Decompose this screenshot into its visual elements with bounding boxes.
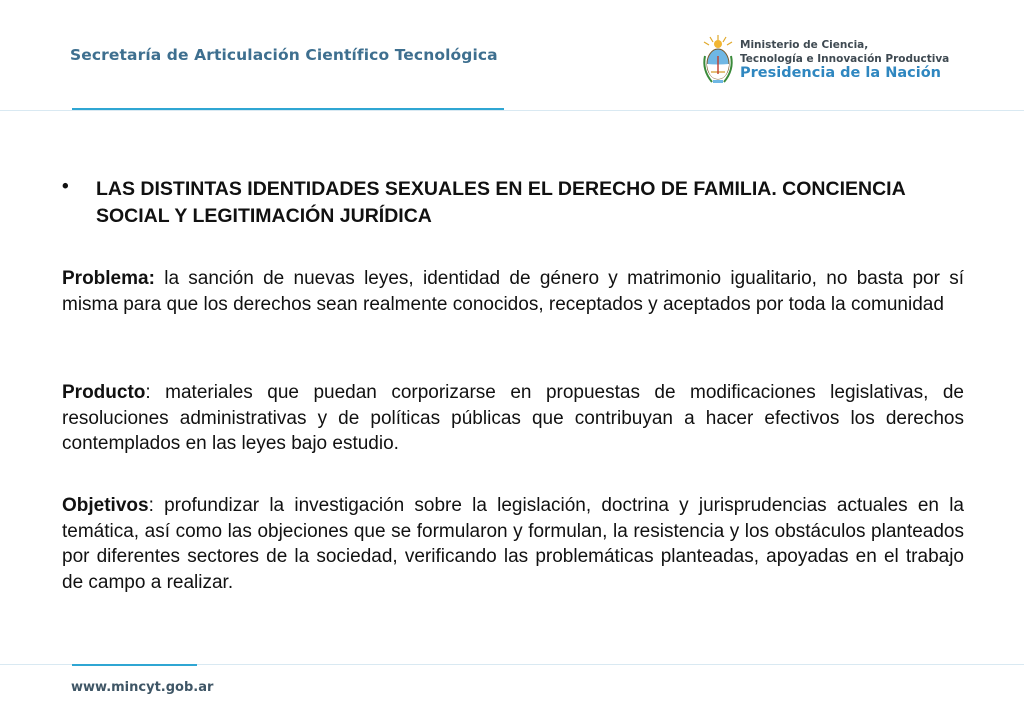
objetivos-label: Objetivos xyxy=(62,495,149,516)
logo-ministry-line2: Tecnología e Innovación Productiva xyxy=(740,53,950,65)
bullet-point: • xyxy=(62,176,69,197)
producto-label: Producto xyxy=(62,382,146,403)
producto-text: : materiales que puedan corporizarse en propuestas de modificaciones legislativas, de resoluciones administrativas y de políticas públicas que contribuyan a hacer efectivos los derechos contemplados en las leyes bajo estudio. xyxy=(62,382,964,454)
argentina-coat-of-arms-icon xyxy=(700,34,736,86)
ministry-logo xyxy=(700,34,950,86)
header-title: Secretaría de Articulación Científico Tecnológica xyxy=(70,46,498,64)
problema-text: la sanción de nuevas leyes, identidad de género y matrimonio igualitario, no basta por sí misma para que los derechos sean realmente conocidos, receptados y aceptados por toda la comunidad xyxy=(62,268,964,315)
problema-paragraph xyxy=(62,266,964,317)
objetivos-text: : profundizar la investigación sobre la legislación, doctrina y jurisprudencias actuales en la temática, así como las objeciones que se formularon y formulan, la resistencia y los obstáculos planteados por diferentes sectores de la sociedad, verificando las problemáticas planteadas, apoyadas en el trabajo de campo a realizar. xyxy=(62,495,964,593)
logo-ministry-line1: Ministerio de Ciencia, xyxy=(740,39,869,51)
header-band-line xyxy=(0,110,1024,111)
project-heading: LAS DISTINTAS IDENTIDADES SEXUALES EN EL DERECHO DE FAMILIA. CONCIENCIA SOCIAL Y LEGITIMACIÓN JURÍDICA xyxy=(96,178,905,227)
objetivos-paragraph xyxy=(62,493,964,595)
problema-label: Problema: xyxy=(62,268,155,289)
footer-divider xyxy=(72,664,197,666)
producto-paragraph xyxy=(62,380,964,457)
logo-presidency-line: Presidencia de la Nación xyxy=(740,65,941,81)
footer-website-url: www.mincyt.gob.ar xyxy=(71,680,214,695)
